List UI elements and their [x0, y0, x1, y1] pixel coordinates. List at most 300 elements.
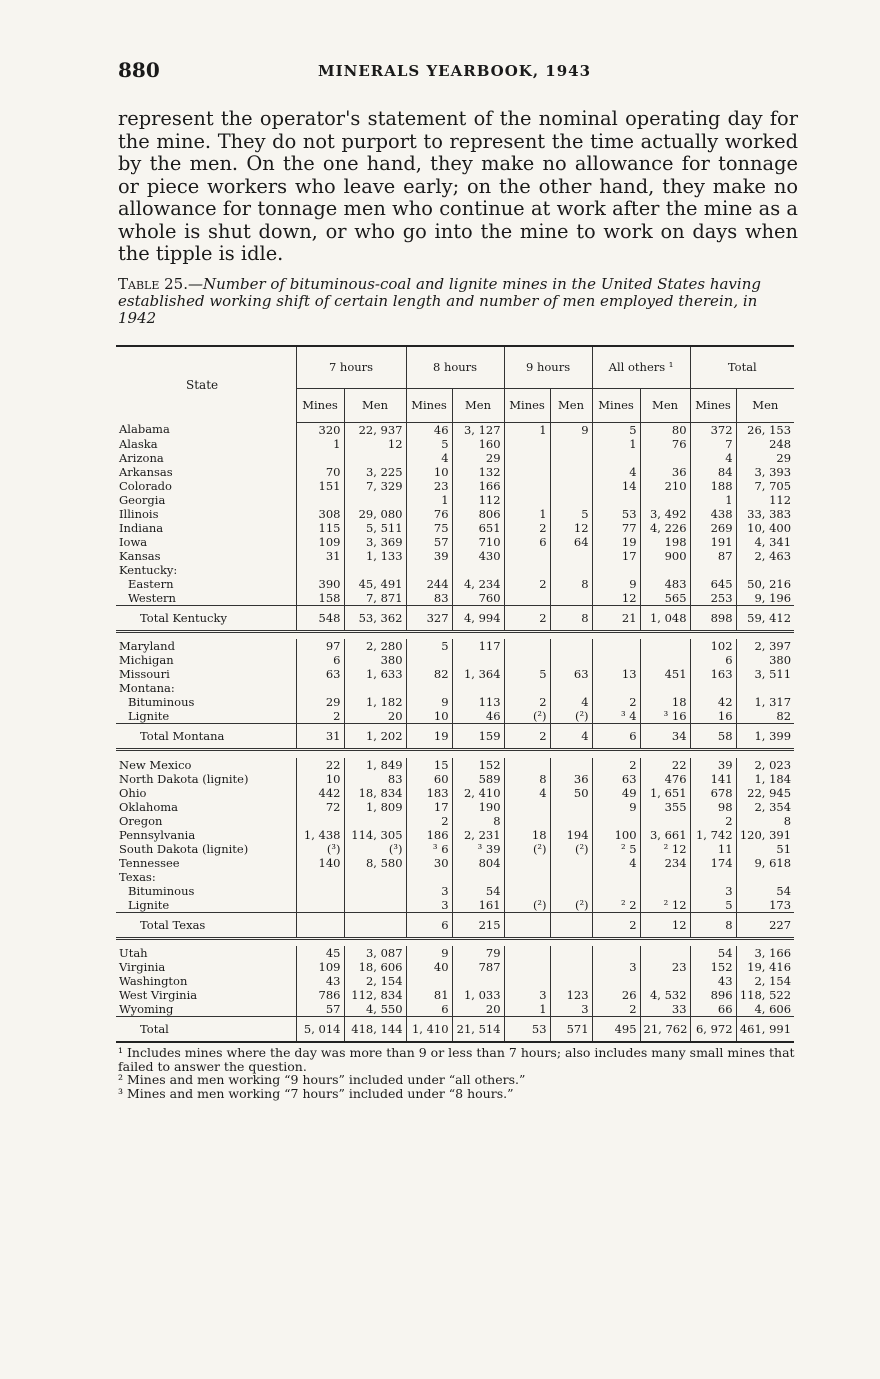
table-cell: 2, 154 — [736, 974, 794, 988]
table-label: Table 25. — [118, 275, 188, 293]
table-cell: 22, 937 — [344, 422, 406, 437]
table-cell: 120, 391 — [736, 828, 794, 842]
table-cell — [550, 479, 592, 493]
table-row — [116, 563, 794, 577]
state-label: Arkansas — [119, 464, 173, 479]
state-label: Missouri — [119, 667, 170, 681]
grand-total-row — [116, 1017, 794, 1043]
group-header: All others ¹ — [592, 346, 690, 388]
table-cell: 210 — [640, 479, 690, 493]
table-cell: 1, 033 — [452, 988, 504, 1002]
table-cell: 1 — [406, 493, 452, 507]
table-cell: 109 — [296, 535, 344, 549]
table-cell — [406, 653, 452, 667]
table-cell: 30 — [406, 856, 452, 870]
table-cell — [640, 493, 690, 507]
table-cell — [592, 681, 640, 695]
table-cell: 19, 416 — [736, 960, 794, 974]
table-cell: 83 — [406, 591, 452, 606]
table-cell — [640, 974, 690, 988]
table-cell: 33, 383 — [736, 507, 794, 521]
table-cell: 2, 354 — [736, 800, 794, 814]
table-cell: ³ 4 — [592, 709, 640, 724]
table-row — [116, 479, 794, 493]
table-row — [116, 898, 794, 913]
table-cell: 109 — [296, 960, 344, 974]
table-row — [116, 535, 794, 549]
table-cell: 2, 280 — [344, 639, 406, 653]
table-cell: 430 — [452, 549, 504, 563]
table-cell — [504, 437, 550, 451]
state-label: Virginia — [119, 960, 166, 974]
table-cell — [592, 563, 640, 577]
table-cell: 2 — [592, 912, 640, 938]
table-cell: ³ 6 — [406, 842, 452, 856]
table-cell — [592, 451, 640, 465]
table-row — [116, 960, 794, 974]
table-cell: (³) — [296, 842, 344, 856]
table-cell: 548 — [296, 605, 344, 631]
table-cell: 438 — [690, 507, 736, 521]
table-cell: 896 — [690, 988, 736, 1002]
table-cell: 22, 945 — [736, 786, 794, 800]
state-label: Total — [116, 1017, 296, 1043]
table-cell: 16 — [690, 709, 736, 724]
table-cell: 79 — [452, 946, 504, 960]
table-cell: (²) — [504, 842, 550, 856]
table-row — [116, 577, 794, 591]
table-cell — [550, 563, 592, 577]
table-cell: 2 — [690, 814, 736, 828]
sub-header: Men — [640, 388, 690, 422]
table-cell: 1, 410 — [406, 1017, 452, 1043]
table-cell: 19 — [592, 535, 640, 549]
table-cell: 77 — [592, 521, 640, 535]
table-cell: 215 — [452, 912, 504, 938]
table-cell: 760 — [452, 591, 504, 606]
table-cell: 9 — [406, 946, 452, 960]
table-cell: 19 — [406, 724, 452, 750]
table-cell: 355 — [640, 800, 690, 814]
table-cell — [452, 653, 504, 667]
table-cell: 6 — [406, 1002, 452, 1017]
table-cell — [452, 563, 504, 577]
table-cell: 1, 133 — [344, 549, 406, 563]
state-label: Kentucky: — [119, 562, 178, 577]
table-cell: 5 — [406, 437, 452, 451]
table-cell: 23 — [640, 960, 690, 974]
table-cell — [550, 946, 592, 960]
sub-header: Men — [344, 388, 406, 422]
table-row — [116, 828, 794, 842]
table-cell: 72 — [296, 800, 344, 814]
table-cell: 11 — [690, 842, 736, 856]
table-cell: 6, 972 — [690, 1017, 736, 1043]
table-cell — [550, 437, 592, 451]
table-cell: 451 — [640, 667, 690, 681]
table-cell: 380 — [344, 653, 406, 667]
state-label: South Dakota (lignite) — [119, 841, 249, 856]
table-row — [116, 870, 794, 884]
table-row — [116, 667, 794, 681]
table-cell: 43 — [690, 974, 736, 988]
table-cell — [406, 870, 452, 884]
state-label: Maryland — [119, 639, 175, 653]
table-cell — [592, 493, 640, 507]
table-cell: 12 — [640, 912, 690, 938]
page-number: 880 — [118, 58, 160, 82]
table-cell — [504, 493, 550, 507]
table-cell — [640, 451, 690, 465]
table-cell: 4, 532 — [640, 988, 690, 1002]
table-row — [116, 422, 794, 437]
table-cell: 59, 412 — [736, 605, 794, 631]
state-column-header: State — [116, 346, 296, 422]
table-cell: 571 — [550, 1017, 592, 1043]
table-cell: 36 — [550, 772, 592, 786]
table-cell: 13 — [592, 667, 640, 681]
table-cell — [592, 653, 640, 667]
table-cell: 29 — [296, 695, 344, 709]
table-cell — [550, 800, 592, 814]
table-cell: 23 — [406, 479, 452, 493]
table-cell: 6 — [296, 653, 344, 667]
table-cell: 5 — [690, 898, 736, 913]
table-cell: 8 — [550, 605, 592, 631]
table-cell: 227 — [736, 912, 794, 938]
table-cell: 84 — [690, 465, 736, 479]
table-cell: 4, 606 — [736, 1002, 794, 1017]
table-cell — [452, 681, 504, 695]
table-cell: ² 12 — [640, 842, 690, 856]
table-cell: 806 — [452, 507, 504, 521]
table-cell — [736, 681, 794, 695]
table-cell: 8 — [550, 577, 592, 591]
table-cell — [550, 493, 592, 507]
table-cell: 4 — [550, 724, 592, 750]
state-label: Washington — [119, 974, 188, 988]
table-cell — [640, 653, 690, 667]
table-cell: 3, 393 — [736, 465, 794, 479]
state-label: Pennsylvania — [119, 827, 196, 842]
row-spacer — [116, 631, 794, 639]
state-label: Bituminous — [128, 883, 195, 898]
table-cell — [690, 870, 736, 884]
table-cell: 20 — [452, 1002, 504, 1017]
footnote: ³ Mines and men working “7 hours” included under “8 hours.” — [118, 1086, 514, 1101]
state-label: Indiana — [119, 520, 164, 535]
table-cell: 57 — [406, 535, 452, 549]
state-label: Tennessee — [119, 855, 180, 870]
table-cell: 3, 492 — [640, 507, 690, 521]
table-cell: 8, 580 — [344, 856, 406, 870]
table-cell — [504, 639, 550, 653]
table-cell: 1 — [504, 422, 550, 437]
table-cell: 173 — [736, 898, 794, 913]
table-cell: 7 — [690, 437, 736, 451]
table-cell: 22 — [640, 758, 690, 772]
table-cell — [296, 814, 344, 828]
table-cell: 20 — [344, 709, 406, 724]
state-label: Illinois — [119, 506, 159, 521]
table-cell: 4 — [592, 465, 640, 479]
table-row — [116, 946, 794, 960]
table-cell: 12 — [550, 521, 592, 535]
group-header: 9 hours — [504, 346, 592, 388]
table-cell — [592, 946, 640, 960]
table-cell — [406, 563, 452, 577]
table-cell: 4 — [406, 451, 452, 465]
state-label: Oklahoma — [119, 799, 179, 814]
table-cell: 9 — [406, 695, 452, 709]
table-cell — [504, 814, 550, 828]
table-cell: 194 — [550, 828, 592, 842]
table-cell: 50, 216 — [736, 577, 794, 591]
table-cell — [640, 639, 690, 653]
table-cell — [504, 549, 550, 563]
table-cell: 7, 871 — [344, 591, 406, 606]
table-cell: 9 — [592, 577, 640, 591]
table-cell: 7, 329 — [344, 479, 406, 493]
table-cell: 2 — [592, 1002, 640, 1017]
table-cell — [344, 884, 406, 898]
table-cell: 54 — [736, 884, 794, 898]
table-cell — [296, 912, 344, 938]
table-cell: (³) — [344, 842, 406, 856]
table-cell: 76 — [640, 437, 690, 451]
table-cell: ² 2 — [592, 898, 640, 913]
table-cell — [640, 870, 690, 884]
table-cell — [504, 856, 550, 870]
table-cell: 5, 511 — [344, 521, 406, 535]
table-cell: 9, 196 — [736, 591, 794, 606]
table-cell — [640, 814, 690, 828]
state-label: Texas: — [119, 869, 156, 884]
table-cell: 123 — [550, 988, 592, 1002]
table-cell: 4, 994 — [452, 605, 504, 631]
table-cell — [504, 681, 550, 695]
table-cell: 320 — [296, 422, 344, 437]
table-cell: 118, 522 — [736, 988, 794, 1002]
table-row — [116, 451, 794, 465]
table-caption — [118, 276, 798, 327]
table-cell: 100 — [592, 828, 640, 842]
table-cell — [550, 974, 592, 988]
state-label: Wyoming — [119, 1002, 174, 1016]
state-label: Total Texas — [116, 912, 296, 938]
table-cell: 29, 080 — [344, 507, 406, 521]
table-cell: ³ 39 — [452, 842, 504, 856]
table-cell: 1, 182 — [344, 695, 406, 709]
total-row — [116, 605, 794, 631]
table-cell: 3, 127 — [452, 422, 504, 437]
table-cell: 4, 550 — [344, 1002, 406, 1017]
sub-header: Men — [452, 388, 504, 422]
table-cell: 710 — [452, 535, 504, 549]
state-label: Colorado — [119, 478, 172, 493]
table-cell: (²) — [504, 898, 550, 913]
table-cell: 8 — [736, 814, 794, 828]
table-cell — [504, 960, 550, 974]
table-cell — [452, 974, 504, 988]
table-cell: 898 — [690, 605, 736, 631]
table-cell: 49 — [592, 786, 640, 800]
table-cell: 39 — [406, 549, 452, 563]
table-cell: 442 — [296, 786, 344, 800]
table-cell: 113 — [452, 695, 504, 709]
table-cell: 5 — [550, 507, 592, 521]
table-cell: 6 — [504, 535, 550, 549]
table-cell: 166 — [452, 479, 504, 493]
state-label: Eastern — [128, 576, 174, 591]
table-cell: 10 — [406, 709, 452, 724]
body-paragraph: represent the operator's statement of the nominal operating day for the mine. They do not purport to represent the time actually worked by the men. On the one hand, they make no allowance for tonnage or piece workers who leave early; on the other hand, they make no allowance for tonnage men who continue at work after the mine as a whole is shut down, or who go into the mine to work on days when the tipple is idle. — [118, 107, 798, 265]
table-cell: 327 — [406, 605, 452, 631]
table-cell: 9 — [592, 800, 640, 814]
table-cell: 244 — [406, 577, 452, 591]
table-cell — [504, 479, 550, 493]
table-cell: 4, 341 — [736, 535, 794, 549]
state-label: Western — [128, 590, 176, 605]
sub-header: Mines — [592, 388, 640, 422]
table-cell: 4, 226 — [640, 521, 690, 535]
sub-header: Men — [550, 388, 592, 422]
table-cell: 21 — [592, 605, 640, 631]
table-cell: 1, 438 — [296, 828, 344, 842]
table-cell: 18 — [640, 695, 690, 709]
table-cell: (²) — [550, 898, 592, 913]
state-label: Iowa — [119, 534, 148, 549]
table-cell — [344, 681, 406, 695]
table-cell — [550, 870, 592, 884]
state-label: Bituminous — [128, 695, 195, 709]
table-cell: 82 — [406, 667, 452, 681]
state-label: Alabama — [119, 422, 170, 437]
table-cell: 786 — [296, 988, 344, 1002]
table-cell: 63 — [550, 667, 592, 681]
table-cell: 380 — [736, 653, 794, 667]
table-cell: 64 — [550, 535, 592, 549]
group-header: 7 hours — [296, 346, 406, 388]
table-cell: 29 — [452, 451, 504, 465]
table-cell: 3, 511 — [736, 667, 794, 681]
table-cell: 9 — [550, 422, 592, 437]
table-cell: 4, 234 — [452, 577, 504, 591]
table-cell: 3 — [406, 898, 452, 913]
sub-header: Mines — [406, 388, 452, 422]
table-cell — [690, 681, 736, 695]
table-cell — [344, 814, 406, 828]
table-cell: 678 — [690, 786, 736, 800]
spacer-cell — [116, 631, 794, 639]
table-cell — [504, 870, 550, 884]
table-cell: 4 — [592, 856, 640, 870]
table-row — [116, 884, 794, 898]
table-cell: 8 — [690, 912, 736, 938]
table-cell — [504, 465, 550, 479]
table-cell: 53 — [592, 507, 640, 521]
table-cell: 115 — [296, 521, 344, 535]
table-cell: 4 — [690, 451, 736, 465]
table-cell — [296, 563, 344, 577]
table-cell — [550, 960, 592, 974]
table-cell: 1, 184 — [736, 772, 794, 786]
table-cell: 476 — [640, 772, 690, 786]
table-cell — [452, 870, 504, 884]
table-cell — [296, 493, 344, 507]
table-cell — [296, 898, 344, 913]
table-cell: 10 — [296, 772, 344, 786]
table-cell — [296, 451, 344, 465]
table-cell: 152 — [690, 960, 736, 974]
table-cell: 1 — [504, 1002, 550, 1017]
table-cell: 8 — [452, 814, 504, 828]
table-cell: 66 — [690, 1002, 736, 1017]
table-cell: 1, 202 — [344, 724, 406, 750]
state-label: New Mexico — [119, 757, 192, 772]
table-cell: 1 — [504, 507, 550, 521]
table-cell: 2, 410 — [452, 786, 504, 800]
state-label: Ohio — [119, 785, 147, 800]
table-cell: 83 — [344, 772, 406, 786]
table-cell: 63 — [592, 772, 640, 786]
table-cell: 21, 762 — [640, 1017, 690, 1043]
table-cell — [736, 870, 794, 884]
table-cell — [504, 591, 550, 606]
table-cell: 1, 742 — [690, 828, 736, 842]
footnote: ¹ Includes mines where the day was more than 9 or less than 7 hours; also includes many small mines that failed to answer the question. — [118, 1045, 795, 1074]
spacer-cell — [116, 938, 794, 946]
table-cell: 248 — [736, 437, 794, 451]
table-cell: 36 — [640, 465, 690, 479]
table-cell — [550, 639, 592, 653]
table-cell: 372 — [690, 422, 736, 437]
table-cell: 900 — [640, 549, 690, 563]
table-row — [116, 988, 794, 1002]
table-cell: 483 — [640, 577, 690, 591]
table-row — [116, 549, 794, 563]
total-row — [116, 724, 794, 750]
table-cell — [550, 814, 592, 828]
table-row — [116, 521, 794, 535]
table-cell: 161 — [452, 898, 504, 913]
table-cell: 58 — [690, 724, 736, 750]
table-cell: 8 — [504, 772, 550, 786]
table-cell: 22 — [296, 758, 344, 772]
state-label: Michigan — [119, 653, 174, 667]
table-cell: 54 — [452, 884, 504, 898]
table-cell: 17 — [592, 549, 640, 563]
table-cell: 1 — [690, 493, 736, 507]
table-cell: 2 — [504, 521, 550, 535]
table-cell — [550, 758, 592, 772]
table-cell — [344, 912, 406, 938]
table-row — [116, 856, 794, 870]
table-row — [116, 842, 794, 856]
table-cell: 112 — [452, 493, 504, 507]
table-cell — [504, 884, 550, 898]
table-cell — [640, 563, 690, 577]
total-row — [116, 912, 794, 938]
table-cell: 87 — [690, 549, 736, 563]
state-label: Oregon — [119, 813, 163, 828]
table-row — [116, 639, 794, 653]
table-row — [116, 1002, 794, 1017]
table-cell: 18 — [504, 828, 550, 842]
table-cell: 114, 305 — [344, 828, 406, 842]
table-row — [116, 465, 794, 479]
table-cell: 6 — [406, 912, 452, 938]
